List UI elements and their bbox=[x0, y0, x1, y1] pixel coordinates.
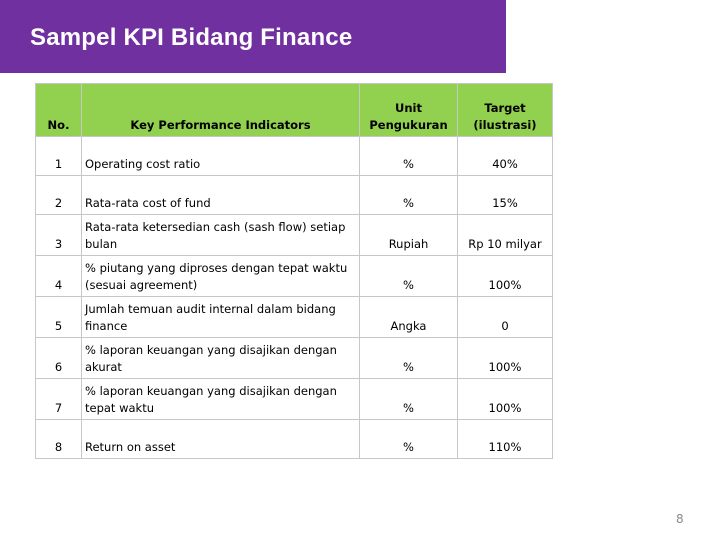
row-target: 100% bbox=[458, 338, 553, 379]
row-unit: % bbox=[360, 338, 458, 379]
row-no: 2 bbox=[36, 176, 82, 215]
row-kpi-line2: tepat waktu bbox=[85, 401, 155, 415]
header-target bbox=[458, 84, 553, 137]
row-target: 15% bbox=[458, 176, 553, 215]
row-kpi-line2: (sesuai agreement) bbox=[85, 278, 198, 292]
row-kpi-line1: Operating cost ratio bbox=[85, 157, 201, 171]
slide-title: Sampel KPI Bidang Finance bbox=[30, 24, 353, 51]
row-target: 0 bbox=[458, 297, 553, 338]
row-kpi-line2: akurat bbox=[85, 360, 122, 374]
header-unit-line1: Unit bbox=[395, 101, 422, 115]
row-no: 7 bbox=[36, 379, 82, 420]
title-bar bbox=[0, 0, 506, 73]
row-kpi bbox=[82, 297, 360, 338]
row-target: 100% bbox=[458, 379, 553, 420]
row-no: 5 bbox=[36, 297, 82, 338]
row-no: 6 bbox=[36, 338, 82, 379]
table-row bbox=[36, 297, 553, 338]
row-kpi bbox=[82, 338, 360, 379]
row-kpi bbox=[82, 215, 360, 256]
header-no bbox=[36, 84, 82, 137]
row-kpi-line1: % laporan keuangan yang disajikan dengan bbox=[85, 343, 337, 357]
header-no-label: No. bbox=[47, 118, 70, 132]
row-target: 110% bbox=[458, 420, 553, 459]
header-target-line1: Target bbox=[484, 101, 526, 115]
table-row bbox=[36, 420, 553, 459]
row-kpi-line2: bulan bbox=[85, 237, 118, 251]
row-unit: % bbox=[360, 420, 458, 459]
row-unit: % bbox=[360, 137, 458, 176]
table-row bbox=[36, 176, 553, 215]
row-kpi bbox=[82, 137, 360, 176]
kpi-table bbox=[35, 83, 553, 459]
header-unit bbox=[360, 84, 458, 137]
row-kpi-line1: Jumlah temuan audit internal dalam bidang bbox=[85, 302, 336, 316]
row-unit: % bbox=[360, 176, 458, 215]
row-no: 1 bbox=[36, 137, 82, 176]
row-kpi bbox=[82, 176, 360, 215]
row-kpi-line1: % piutang yang diproses dengan tepat waktu bbox=[85, 261, 348, 275]
row-no: 4 bbox=[36, 256, 82, 297]
header-kpi bbox=[82, 84, 360, 137]
row-unit: Angka bbox=[360, 297, 458, 338]
table-row bbox=[36, 379, 553, 420]
row-no: 3 bbox=[36, 215, 82, 256]
row-kpi-line1: Rata-rata ketersedian cash (sash flow) setiap bbox=[85, 220, 346, 234]
row-unit: Rupiah bbox=[360, 215, 458, 256]
row-unit: % bbox=[360, 256, 458, 297]
row-kpi-line1: Return on asset bbox=[85, 440, 176, 454]
row-kpi bbox=[82, 420, 360, 459]
row-unit: % bbox=[360, 379, 458, 420]
row-target: Rp 10 milyar bbox=[458, 215, 553, 256]
header-kpi-label: Key Performance Indicators bbox=[130, 118, 311, 132]
table-row bbox=[36, 338, 553, 379]
page-number: 8 bbox=[676, 512, 684, 526]
table-row bbox=[36, 215, 553, 256]
row-kpi bbox=[82, 379, 360, 420]
row-kpi bbox=[82, 256, 360, 297]
table-header-row bbox=[36, 84, 553, 137]
row-kpi-line1: % laporan keuangan yang disajikan dengan bbox=[85, 384, 337, 398]
header-unit-line2: Pengukuran bbox=[369, 118, 448, 132]
row-target: 100% bbox=[458, 256, 553, 297]
row-target: 40% bbox=[458, 137, 553, 176]
header-target-line2: (ilustrasi) bbox=[473, 118, 537, 132]
row-kpi-line1: Rata-rata cost of fund bbox=[85, 196, 211, 210]
table-row bbox=[36, 137, 553, 176]
table-row bbox=[36, 256, 553, 297]
row-kpi-line2: finance bbox=[85, 319, 128, 333]
row-no: 8 bbox=[36, 420, 82, 459]
